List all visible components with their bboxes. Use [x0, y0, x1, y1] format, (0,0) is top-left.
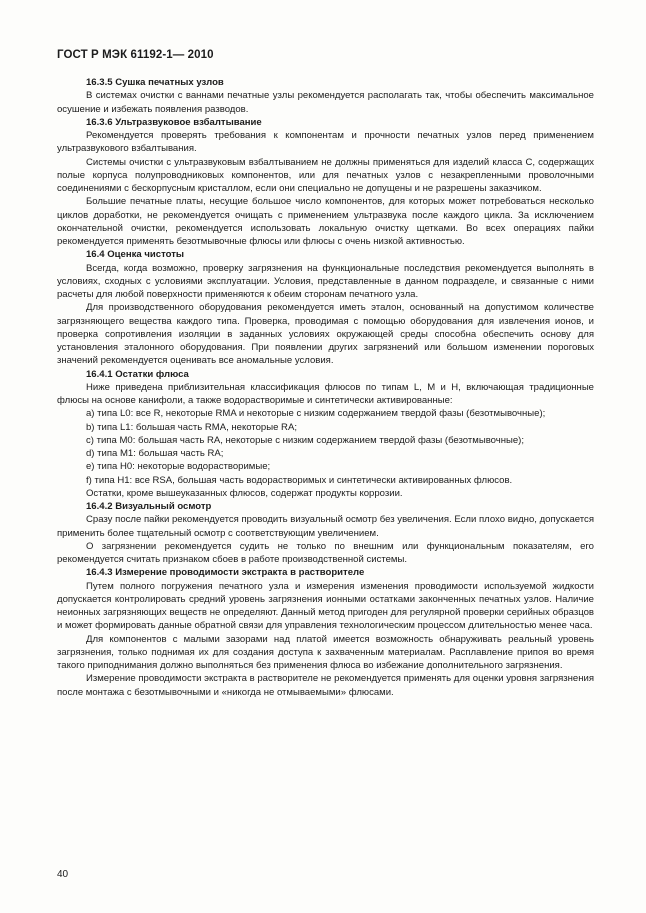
paragraph-p-1642-2: О загрязнении рекомендуется судить не только по внешним или функциональным показателям, его рекомендуется считать признаком сбоев в работе производственной системы. — [57, 540, 594, 565]
paragraph-p-1641-1: Ниже приведена приблизительная классификация флюсов по типам L, M и H, включающая традиционные флюсы на основе канифоли, а также водорастворимые и синтетически активированные: — [57, 381, 594, 406]
document-code-header: ГОСТ Р МЭК 61192-1— 2010 — [57, 49, 214, 61]
paragraph-p-164-1: Всегда, когда возможно, проверку загрязнения на функциональные последствия рекомендуется выполнять в условиях, сходных с условиями эксплуатации. Условия, представленные в данном подразделе, и связанные с ними расчеты для любой поверхности применяются к обеим сторонам печатного узла. — [57, 262, 594, 300]
section-heading-h-1641: 16.4.1 Остатки флюса — [86, 368, 189, 380]
section-heading-h-164: 16.4 Оценка чистоты — [86, 249, 185, 261]
paragraph-p-1641-d: d) типа M1: большая часть RA; — [86, 448, 224, 459]
paragraph-p-1641-a: а) типа L0: все R, некоторые RMA и некоторые с низким содержанием твердой фазы (безотмывочные); — [86, 408, 546, 420]
paragraph-p-1643-1: Путем полного погружения печатного узла и измерения изменения проводимости используемой жидкости допускается контролировать средний уровень загрязнения ионными остатками законченных печатных узлов. Наличие неионных загрязняющих веществ не определяют. Данный метод пригоден для регулярной проверки серийных образцов и может формировать данные обратной связи для управления технологическим процессом длительностью менее часа. — [57, 580, 594, 632]
paragraph-p-1636-2: Системы очистки с ультразвуковым взбалтыванием не должны применяться для изделий класса С, содержащих полые корпуса полупроводниковых компонентов, или для печатных узлов с незакрепленными проволочными соединениями с бескорпусным кристаллом, если они специально не допущены и не разрешены заказчиком. — [57, 156, 594, 194]
paragraph-p-1641-2: Остатки, кроме вышеуказанных флюсов, содержат продукты коррозии. — [86, 487, 403, 499]
paragraph-p-1641-e: е) типа H0: некоторые водорастворимые; — [86, 461, 271, 473]
section-heading-h-1642: 16.4.2 Визуальный осмотр — [86, 501, 212, 512]
paragraph-p-1636-1: Рекомендуется проверять требования к компонентам и прочности печатных узлов перед применением ультразвукового взбалтывания. — [57, 130, 594, 155]
section-heading-h-1636: 16.3.6 Ультразвуковое взбалтывание — [86, 116, 262, 128]
document-body — [57, 76, 594, 699]
paragraph-p-1641-c: с) типа M0: большая часть RA, некоторые с низким содержанием твердой фазы (безотмывочные); — [86, 434, 525, 446]
paragraph-p-1636-3: Большие печатные платы, несущие большое число компонентов, для которых может потребоваться несколько циклов доработки, не рекомендуется очищать с применением ультразвука после каждого цикла. За исключением окончательной очистки, рекомендуется использовать локальную очистку щетками. Во всех операциях пайки рекомендуется применять безотмывочные флюсы или флюсы с очень низкой активностью. — [57, 196, 594, 247]
paragraph-p-1643-3: Измерение проводимости экстракта в растворителе не рекомендуется применять для оценки уровня загрязнения после монтажа с безотмывочными и «никогда не отмываемыми» флюсами. — [57, 673, 594, 698]
paragraph-p-1643-2: Для компонентов с малыми зазорами над платой имеется возможность обнаруживать реальный уровень загрязнения, только поднимая их для создания доступа к захваченным материалам. Расплавление припоя во время такого приподнимания должно выполняться без применения флюса во избежание дополнительного загрязнения. — [57, 633, 594, 671]
paragraph-p-1641-f: f) типа H1: все RSA, большая часть водорастворимых и синтетически активированных флюсов. — [86, 474, 513, 486]
paragraph-p-164-2: Для производственного оборудования рекомендуется иметь эталон, основанный на допустимом количестве загрязняющего вещества каждого типа. Проверка, проводимая с помощью оборудования для извлечения ионов, и проверка сопротивления изоляции в заданных условиях окружающей среды способна обеспечить основу для установления эталонного оборудования. При появлении других загрязнений или большом изменении пороговых значений рекомендуется оценивать все аномальные условия. — [57, 302, 594, 367]
paragraph-p-1635-1: В системах очистки с ваннами печатные узлы рекомендуется располагать так, чтобы обеспечить максимальное осушение и избежать появления разводов. — [57, 90, 594, 115]
paragraph-p-1642-1: Сразу после пайки рекомендуется проводить визуальный осмотр без увеличения. Если плохо видно, допускается применить более тщательный осмотр с соответствующим увеличением. — [57, 514, 594, 539]
paragraph-p-1641-b: b) типа L1: большая часть RMA, некоторые RA; — [86, 421, 297, 433]
section-heading-h-1635: 16.3.5 Сушка печатных узлов — [86, 77, 224, 88]
page-number: 40 — [57, 869, 69, 880]
section-heading-h-1643: 16.4.3 Измерение проводимости экстракта в растворителе — [86, 567, 365, 579]
